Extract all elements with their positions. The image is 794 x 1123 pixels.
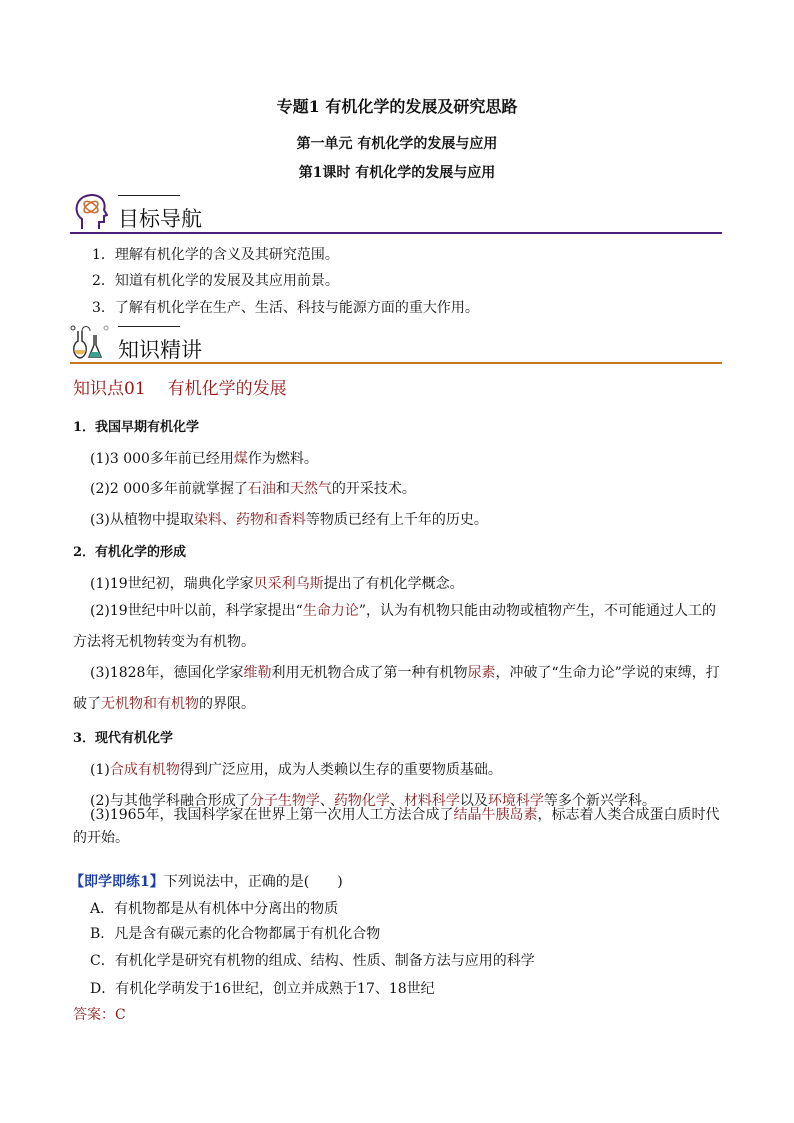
knowledge-point-label: 知识点01 [73,379,146,399]
highlighted-term: 分子生物学 [249,793,320,809]
unit-title: 第一单元 有机化学的发展与应用 [296,136,498,152]
highlighted-term: 药物化学 [333,793,390,809]
text-segment: ”，认为有机物只能由动物或植物产生，不可能通过人工的方法将无机物转变为有机物。 [73,603,716,650]
goal-item: 1．理解有机化学的含义及其研究范围。 [92,247,339,263]
option-a: A．有机物都是从有机体中分离出的物质 [90,901,339,917]
section-title-goals: 目标导航 [118,207,202,231]
heading-early: 1．我国早期有机化学 [73,420,200,435]
paragraph [90,478,416,498]
highlighted-term: 石油 [247,481,276,497]
heading-modern: 3．现代有机化学 [73,731,174,746]
highlighted-term: 煤 [233,451,248,467]
option-b: B．凡是含有碳元素的化合物都属于有机化合物 [90,926,381,942]
knowledge-point-heading [73,374,287,399]
text-segment: (3)1828年，德国化学家 [90,665,244,681]
text-segment: 的界限。 [199,696,255,712]
head-brain-icon [74,193,108,231]
text-segment: ，冲破了“生命力论”学说的束缚，打破了 [73,665,720,712]
text-segment: 作为燃料。 [247,451,318,467]
paragraph [90,509,488,529]
question-text: 下列说法中，正确的是( ) [163,874,343,890]
highlighted-term: 尿素 [467,665,496,681]
highlighted-term: 贝采利乌斯 [253,576,324,592]
text-segment: (1)3 000多年前已经用 [90,451,234,467]
option-d: D．有机化学萌发于16世纪，创立并成熟于17、18世纪 [90,981,435,997]
text-segment: (3)1965年，我国科学家在世界上第一次用人工方法合成了 [90,807,454,823]
divider [70,232,722,234]
highlighted-term: 天然气 [289,481,332,497]
page-title: 专题1 有机化学的发展及研究思路 [276,97,518,116]
text-segment: (2)19世纪中叶以前，科学家提出“ [90,603,303,619]
paragraph [90,573,464,593]
lesson-title: 第1课时 有机化学的发展与应用 [298,165,496,181]
text-segment: (1)19世纪初，瑞典化学家 [90,576,254,592]
text-segment: (2)2 000多年前就掌握了 [90,481,248,497]
paragraph [90,448,318,468]
highlighted-term: 环境科学 [487,793,544,809]
option-c: C．有机化学是研究有机物的组成、结构、性质、制备方法与应用的科学 [90,953,535,969]
text-segment: (3)从植物中提取 [90,512,194,528]
paragraph [90,759,502,779]
highlighted-term: 结晶牛胰岛素 [453,807,538,823]
text-segment: 和 [275,481,290,497]
exercise-tag: 【即学即练1】 [70,874,164,890]
text-segment: 、 [319,793,334,809]
text-segment: 的开采技术。 [331,481,416,497]
goal-item: 2．知道有机化学的发展及其应用前景。 [92,273,339,289]
text-segment: 等物质已经有上千年的历史。 [305,512,488,528]
section-title-knowledge: 知识精讲 [118,338,202,362]
goal-item: 3．了解有机化学在生产、生活、科技与能源方面的重大作用。 [92,300,479,316]
text-segment: ，标志着人类合成蛋白质时代的开始。 [73,807,720,846]
highlighted-term: 材料科学 [403,793,460,809]
highlighted-term: 无机物和有机物 [101,696,199,712]
text-segment: 得到广泛应用，成为人类赖以生存的重要物质基础。 [179,762,502,778]
exercise-question [70,871,343,891]
highlighted-term: 维勒 [243,665,272,681]
flask-icon [70,323,112,361]
heading-formation: 2．有机化学的形成 [73,545,187,560]
text-segment: 利用无机物合成了第一种有机物 [271,665,468,681]
text-segment: 等多个新兴学科。 [543,793,656,809]
text-segment: (1) [90,762,110,778]
paragraph [73,804,723,850]
text-segment: 以及 [459,793,488,809]
knowledge-point-title: 有机化学的发展 [167,379,287,399]
highlighted-term: 生命力论 [302,603,359,619]
text-segment: 提出了有机化学概念。 [323,576,464,592]
paragraph [73,658,723,720]
highlighted-term: 染料、药物和香料 [193,512,306,528]
highlighted-term: 合成有机物 [109,762,180,778]
text-segment: (2)与其他学科融合形成了 [90,793,250,809]
paragraph [73,596,723,658]
divider [70,362,722,364]
text-segment: 、 [389,793,404,809]
answer: 答案：C [73,1007,126,1023]
